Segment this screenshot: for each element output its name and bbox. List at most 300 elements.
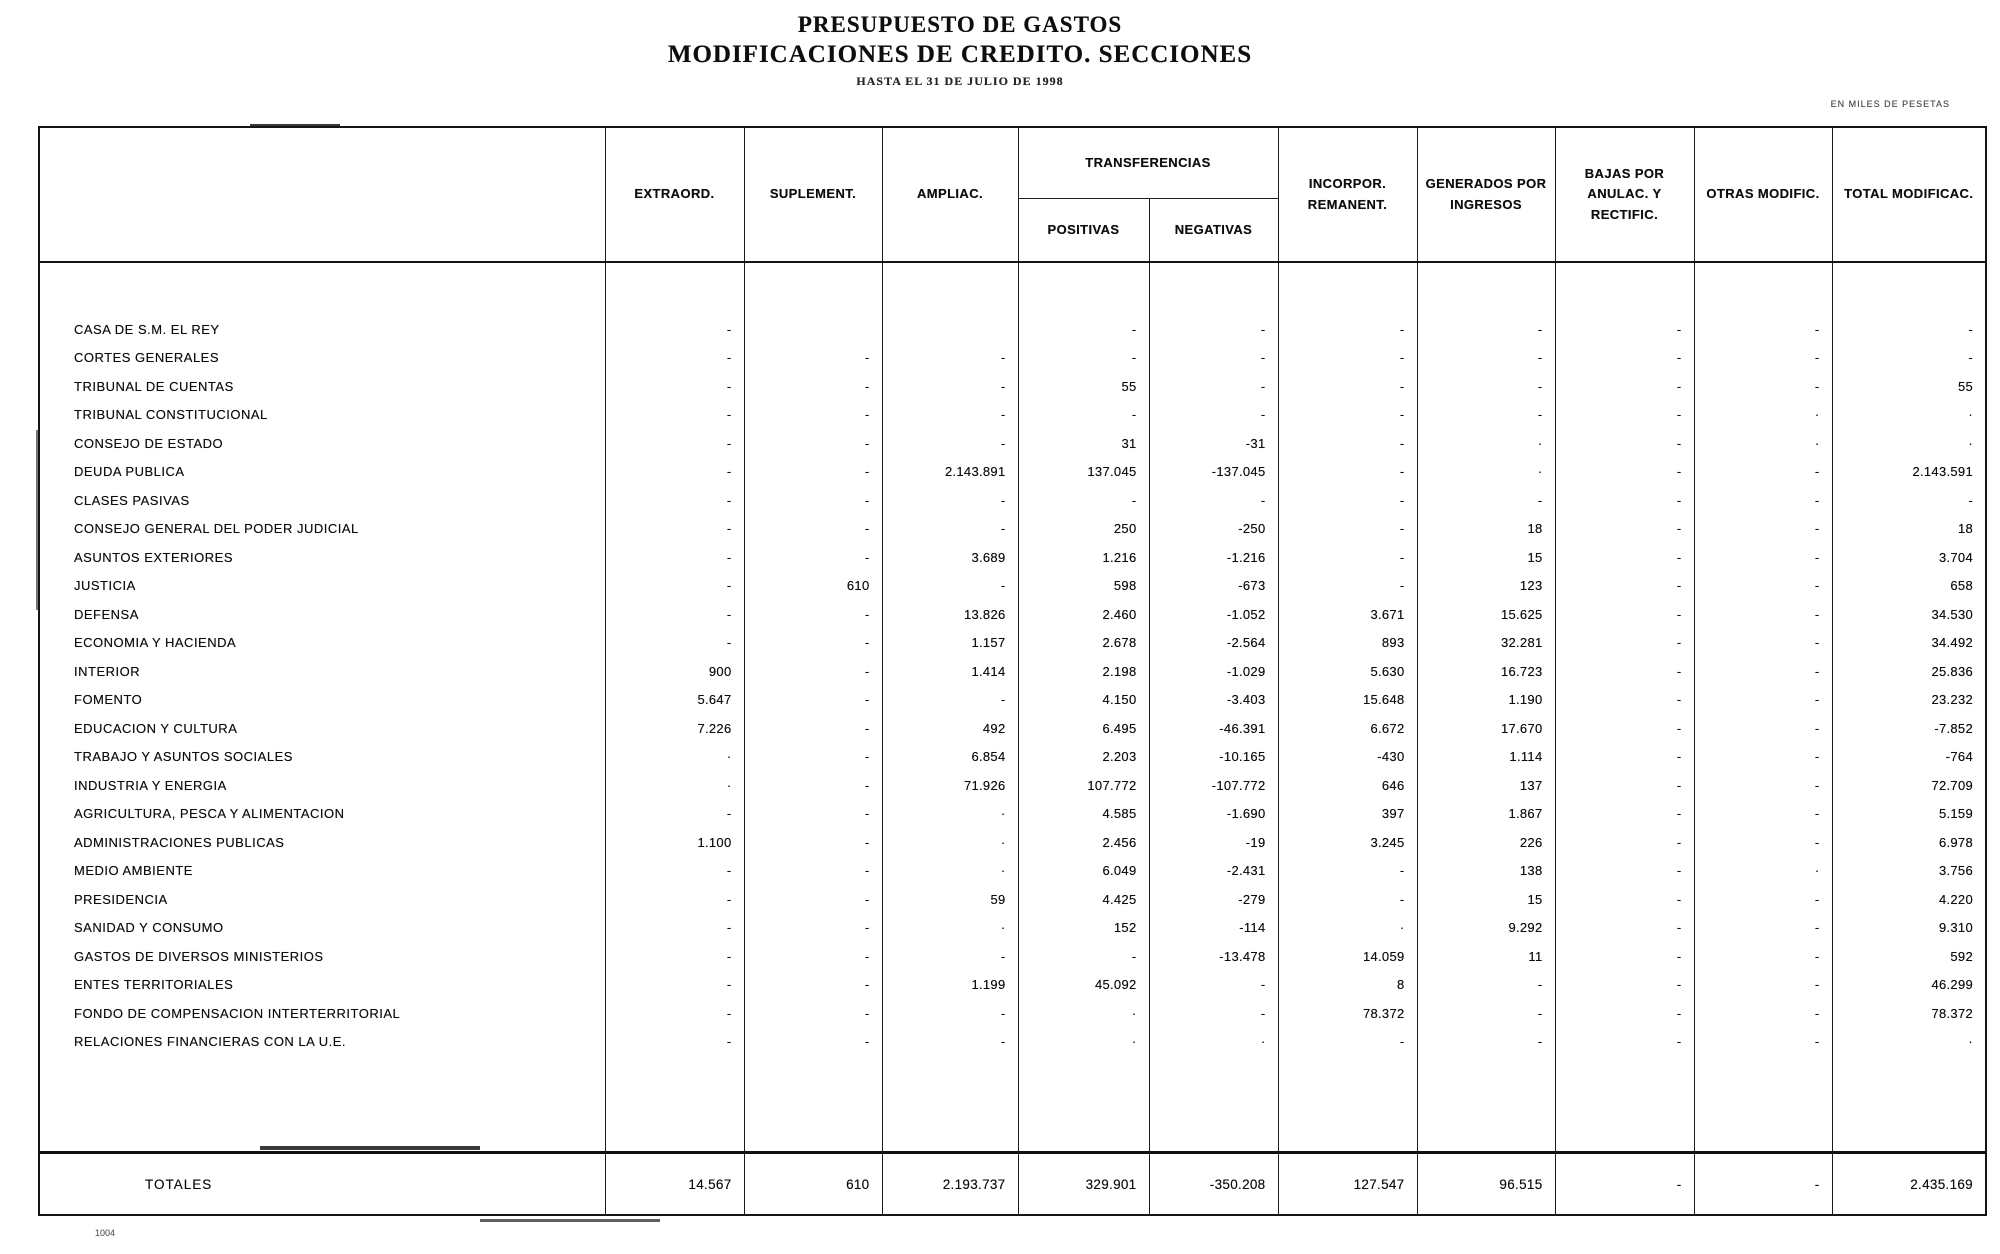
value-cell: 2.203 [1018, 743, 1149, 772]
header-incorpor: INCORPOR. REMANENT. [1278, 127, 1417, 262]
header-total: TOTAL MODIFICAC. [1844, 186, 1974, 202]
value-cell: - [1278, 515, 1417, 544]
table-row [39, 914, 1986, 943]
value-cell: - [1555, 885, 1694, 914]
value-cell: -673 [1149, 572, 1278, 601]
empty-cell [1694, 1056, 1832, 1153]
value-cell: - [1555, 971, 1694, 1000]
value-cell: -430 [1278, 743, 1417, 772]
table-row [39, 885, 1986, 914]
table-row [39, 600, 1986, 629]
value-cell: 123 [1417, 572, 1555, 601]
table-row [39, 828, 1986, 857]
table-body [39, 262, 1986, 1153]
value-cell: 1.100 [605, 828, 744, 857]
value-cell: - [1555, 743, 1694, 772]
table-row [39, 743, 1986, 772]
section-label: CASA DE S.M. EL REY [39, 315, 605, 344]
table-row [39, 515, 1986, 544]
value-cell: - [744, 486, 882, 515]
value-cell: - [1555, 914, 1694, 943]
section-label: INTERIOR [39, 657, 605, 686]
empty-cell [39, 262, 605, 315]
value-cell: 5.159 [1938, 806, 1973, 822]
value-cell: - [1417, 971, 1555, 1000]
value-cell: - [1018, 486, 1149, 515]
value-cell: 4.425 [1018, 885, 1149, 914]
value-cell: - [744, 429, 882, 458]
value-cell: · [605, 743, 744, 772]
section-label: SANIDAD Y CONSUMO [39, 914, 605, 943]
section-label: CORTES GENERALES [39, 344, 605, 373]
filler-row [39, 1056, 1986, 1153]
value-cell: 6.978 [1938, 834, 1973, 850]
section-label: JUSTICIA [39, 572, 605, 601]
value-cell: 1.190 [1417, 686, 1555, 715]
value-cell: 55 [1957, 378, 1973, 394]
value-cell: -137.045 [1149, 458, 1278, 487]
value-cell: 2.456 [1018, 828, 1149, 857]
value-cell: 6.854 [882, 743, 1018, 772]
value-cell: - [1694, 372, 1832, 401]
table-row [39, 486, 1986, 515]
table-row [39, 1028, 1986, 1057]
value-cell: - [744, 543, 882, 572]
totals-label: TOTALES [39, 1153, 605, 1216]
value-cell: - [605, 572, 744, 601]
value-cell: - [744, 971, 882, 1000]
value-cell: - [744, 1028, 882, 1057]
empty-cell [882, 1056, 1018, 1153]
value-cell: 2.143.891 [882, 458, 1018, 487]
value-cell: - [1149, 401, 1278, 430]
value-cell: 492 [882, 714, 1018, 743]
value-cell: - [744, 885, 882, 914]
value-cell: 4.150 [1018, 686, 1149, 715]
value-cell: - [882, 686, 1018, 715]
value-cell: · [1417, 429, 1555, 458]
title-block [0, 12, 1920, 89]
value-cell: - [1694, 572, 1832, 601]
value-cell: · [1417, 458, 1555, 487]
value-cell: - [882, 401, 1018, 430]
section-label: AGRICULTURA, PESCA Y ALIMENTACION [39, 800, 605, 829]
value-cell: - [1555, 800, 1694, 829]
value-cell: - [1555, 828, 1694, 857]
section-label: CONSEJO DE ESTADO [39, 429, 605, 458]
header-suplement: SUPLEMENT. [744, 127, 882, 262]
value-cell: - [1417, 401, 1555, 430]
value-cell: - [1417, 372, 1555, 401]
empty-cell [744, 262, 882, 315]
value-cell: 59 [882, 885, 1018, 914]
table-row [39, 429, 1986, 458]
value-cell: - [1694, 971, 1832, 1000]
value-cell: - [1555, 629, 1694, 658]
value-cell: · [882, 828, 1018, 857]
value-cell: - [605, 372, 744, 401]
totals-cell: 14.567 [605, 1153, 744, 1216]
value-cell: - [744, 857, 882, 886]
value-cell: 3.689 [882, 543, 1018, 572]
value-cell: - [1555, 344, 1694, 373]
value-cell: - [744, 743, 882, 772]
empty-cell [1018, 262, 1149, 315]
value-cell: - [744, 629, 882, 658]
value-cell: - [1694, 828, 1832, 857]
section-label: EDUCACION Y CULTURA [39, 714, 605, 743]
value-cell: - [1555, 686, 1694, 715]
value-cell: - [1555, 372, 1694, 401]
value-cell: · [1149, 1028, 1278, 1057]
value-cell: - [605, 914, 744, 943]
value-cell: - [1278, 401, 1417, 430]
value-cell: - [1278, 486, 1417, 515]
value-cell: - [744, 401, 882, 430]
table-footer [39, 1153, 1986, 1216]
value-cell: - [1555, 458, 1694, 487]
value-cell: - [744, 372, 882, 401]
value-cell: · [1968, 407, 1973, 423]
value-cell: -250 [1149, 515, 1278, 544]
header-positivas: POSITIVAS [1018, 199, 1149, 263]
totals-row [39, 1153, 1986, 1216]
table-row [39, 686, 1986, 715]
value-cell: -13.478 [1149, 942, 1278, 971]
table-row [39, 999, 1986, 1028]
value-cell: - [1555, 771, 1694, 800]
empty-cell [1149, 262, 1278, 315]
value-cell: 6.495 [1018, 714, 1149, 743]
value-cell: - [1278, 885, 1417, 914]
value-cell: - [1555, 600, 1694, 629]
table-row [39, 458, 1986, 487]
empty-cell [1278, 262, 1417, 315]
page-subtitle: MODIFICACIONES DE CREDITO. SECCIONES [667, 41, 1253, 68]
value-cell: - [1149, 315, 1278, 344]
value-cell: - [1694, 942, 1832, 971]
header-sections [39, 127, 605, 262]
table-row [39, 714, 1986, 743]
table-row [39, 543, 1986, 572]
value-cell: -31 [1149, 429, 1278, 458]
value-cell: - [1278, 572, 1417, 601]
empty-cell [605, 262, 744, 315]
value-cell: - [882, 1028, 1018, 1057]
value-cell: 11 [1417, 942, 1555, 971]
value-cell: 9.310 [1938, 920, 1973, 936]
value-cell: 592 [1950, 948, 1973, 964]
empty-cell [1018, 1056, 1149, 1153]
table-row [39, 857, 1986, 886]
value-cell: 1.114 [1417, 743, 1555, 772]
value-cell: · [1694, 429, 1832, 458]
value-cell: - [744, 800, 882, 829]
value-cell: 15 [1417, 543, 1555, 572]
section-label: TRIBUNAL DE CUENTAS [39, 372, 605, 401]
value-cell: - [744, 344, 882, 373]
value-cell: 78.372 [1931, 1005, 1973, 1021]
spacer-row [39, 262, 1986, 315]
value-cell: 6.049 [1018, 857, 1149, 886]
value-cell: 14.059 [1278, 942, 1417, 971]
value-cell: - [605, 885, 744, 914]
value-cell: - [605, 344, 744, 373]
scan-artifact [36, 430, 39, 610]
value-cell: 32.281 [1417, 629, 1555, 658]
header-bajas: BAJAS POR ANULAC. Y RECTIFIC. [1555, 127, 1694, 262]
totals-cell: 96.515 [1417, 1153, 1555, 1216]
section-label: CONSEJO GENERAL DEL PODER JUDICIAL [39, 515, 605, 544]
value-cell: - [1694, 885, 1832, 914]
totals-cell: 329.901 [1018, 1153, 1149, 1216]
value-cell: 610 [744, 572, 882, 601]
section-label: INDUSTRIA Y ENERGIA [39, 771, 605, 800]
value-cell: 137.045 [1018, 458, 1149, 487]
totals-cell: 610 [744, 1153, 882, 1216]
value-cell: - [1694, 629, 1832, 658]
value-cell: -7.852 [1934, 720, 1973, 736]
value-cell: 107.772 [1018, 771, 1149, 800]
section-label: ASUNTOS EXTERIORES [39, 543, 605, 572]
scan-artifact [250, 124, 340, 127]
value-cell: - [744, 515, 882, 544]
value-cell: - [1555, 429, 1694, 458]
value-cell: 137 [1417, 771, 1555, 800]
value-cell: - [1694, 771, 1832, 800]
value-cell: - [1694, 543, 1832, 572]
value-cell: - [1417, 344, 1555, 373]
value-cell: - [605, 942, 744, 971]
value-cell: 1.157 [882, 629, 1018, 658]
value-cell: - [882, 344, 1018, 373]
table-row [39, 971, 1986, 1000]
empty-cell [1417, 1056, 1555, 1153]
scan-artifact [260, 1146, 480, 1150]
value-cell: 55 [1018, 372, 1149, 401]
value-cell: - [1694, 999, 1832, 1028]
value-cell: 15.625 [1417, 600, 1555, 629]
value-cell: 17.670 [1417, 714, 1555, 743]
table-row [39, 657, 1986, 686]
value-cell: - [1018, 942, 1149, 971]
value-cell: - [1694, 315, 1832, 344]
section-label: PRESIDENCIA [39, 885, 605, 914]
value-cell: - [1149, 372, 1278, 401]
value-cell: 250 [1018, 515, 1149, 544]
value-cell: 13.826 [882, 600, 1018, 629]
value-cell: - [1694, 458, 1832, 487]
value-cell: - [605, 486, 744, 515]
section-label: FONDO DE COMPENSACION INTERTERRITORIAL [39, 999, 605, 1028]
value-cell: 34.492 [1931, 635, 1973, 651]
value-cell: 7.226 [605, 714, 744, 743]
value-cell: - [1694, 800, 1832, 829]
empty-cell [882, 262, 1018, 315]
table-row [39, 344, 1986, 373]
value-cell: - [1555, 543, 1694, 572]
value-cell: - [744, 458, 882, 487]
value-cell: - [1555, 857, 1694, 886]
value-cell: 900 [605, 657, 744, 686]
value-cell: · [1694, 401, 1832, 430]
units-note: EN MILES DE PESETAS [1830, 99, 1950, 109]
value-cell: · [882, 857, 1018, 886]
value-cell: · [1278, 914, 1417, 943]
value-cell: - [1555, 401, 1694, 430]
header-extraord: EXTRAORD. [605, 127, 744, 262]
value-cell: 15 [1417, 885, 1555, 914]
value-cell: - [605, 315, 744, 344]
header-transferencias: TRANSFERENCIAS [1018, 127, 1278, 199]
totals-cell: 2.435.169 [1910, 1176, 1973, 1192]
value-cell: · [1968, 435, 1973, 451]
value-cell: - [605, 543, 744, 572]
value-cell [744, 315, 882, 344]
header-ampliac: AMPLIAC. [882, 127, 1018, 262]
value-cell: 138 [1417, 857, 1555, 886]
section-label: RELACIONES FINANCIERAS CON LA U.E. [39, 1028, 605, 1057]
value-cell: - [882, 486, 1018, 515]
value-cell: 16.723 [1417, 657, 1555, 686]
value-cell: 9.292 [1417, 914, 1555, 943]
value-cell: · [1968, 1034, 1973, 1050]
value-cell: 72.709 [1931, 777, 1973, 793]
value-cell: - [1278, 344, 1417, 373]
section-label: ECONOMIA Y HACIENDA [39, 629, 605, 658]
budget-table [38, 126, 1987, 1216]
value-cell: 25.836 [1931, 663, 1973, 679]
value-cell: - [744, 999, 882, 1028]
value-cell: 3.671 [1278, 600, 1417, 629]
value-cell: 15.648 [1278, 686, 1417, 715]
value-cell: 34.530 [1931, 606, 1973, 622]
value-cell: - [605, 971, 744, 1000]
value-cell: 646 [1278, 771, 1417, 800]
value-cell: 6.672 [1278, 714, 1417, 743]
value-cell: 5.630 [1278, 657, 1417, 686]
value-cell: - [605, 857, 744, 886]
value-cell: - [1018, 401, 1149, 430]
value-cell: - [882, 429, 1018, 458]
section-label: DEFENSA [39, 600, 605, 629]
value-cell: 31 [1018, 429, 1149, 458]
value-cell: - [744, 714, 882, 743]
value-cell: - [1417, 486, 1555, 515]
table-row [39, 572, 1986, 601]
header-negativas: NEGATIVAS [1174, 221, 1253, 237]
value-cell: 78.372 [1278, 999, 1417, 1028]
totals-cell: - [1694, 1153, 1832, 1216]
value-cell: - [1694, 515, 1832, 544]
value-cell: - [1968, 321, 1973, 337]
table-row [39, 771, 1986, 800]
table-row [39, 315, 1986, 344]
value-cell: -2.431 [1149, 857, 1278, 886]
value-cell: - [1149, 971, 1278, 1000]
value-cell: - [744, 771, 882, 800]
value-cell: 3.704 [1938, 549, 1973, 565]
value-cell: - [1278, 857, 1417, 886]
value-cell: - [1278, 458, 1417, 487]
empty-cell [1832, 262, 1986, 315]
value-cell: 1.867 [1417, 800, 1555, 829]
empty-cell [1832, 1056, 1986, 1153]
value-cell: - [1694, 714, 1832, 743]
value-cell: - [1149, 344, 1278, 373]
value-cell: 8 [1278, 971, 1417, 1000]
value-cell: - [1555, 657, 1694, 686]
value-cell: - [882, 515, 1018, 544]
table-row [39, 800, 1986, 829]
empty-cell [744, 1056, 882, 1153]
value-cell: -1.690 [1149, 800, 1278, 829]
value-cell: 3.756 [1938, 863, 1973, 879]
header-generados: GENERADOS POR INGRESOS [1417, 127, 1555, 262]
page-date-line: HASTA EL 31 DE JULIO DE 1998 [856, 74, 1064, 88]
value-cell: - [744, 600, 882, 629]
value-cell: - [1278, 543, 1417, 572]
value-cell: -279 [1149, 885, 1278, 914]
scan-artifact [480, 1219, 660, 1222]
value-cell: -114 [1149, 914, 1278, 943]
value-cell: 598 [1018, 572, 1149, 601]
section-label: TRABAJO Y ASUNTOS SOCIALES [39, 743, 605, 772]
value-cell: - [1278, 315, 1417, 344]
value-cell: - [605, 429, 744, 458]
value-cell: - [1417, 315, 1555, 344]
section-label: TRIBUNAL CONSTITUCIONAL [39, 401, 605, 430]
value-cell: - [744, 657, 882, 686]
table-header [39, 127, 1986, 262]
value-cell: · [882, 914, 1018, 943]
value-cell: 658 [1950, 578, 1973, 594]
value-cell: - [605, 458, 744, 487]
page-title: PRESUPUESTO DE GASTOS [797, 12, 1123, 37]
value-cell: 46.299 [1931, 977, 1973, 993]
table-row [39, 942, 1986, 971]
value-cell: - [605, 1028, 744, 1057]
section-label: FOMENTO [39, 686, 605, 715]
value-cell: - [1694, 914, 1832, 943]
value-cell: 23.232 [1931, 692, 1973, 708]
value-cell: - [882, 572, 1018, 601]
empty-cell [1555, 262, 1694, 315]
value-cell: - [1555, 572, 1694, 601]
value-cell: - [1018, 344, 1149, 373]
totals-cell: 127.547 [1278, 1153, 1417, 1216]
value-cell: -1.052 [1149, 600, 1278, 629]
value-cell: - [1555, 515, 1694, 544]
value-cell: - [1278, 1028, 1417, 1057]
value-cell: 2.460 [1018, 600, 1149, 629]
value-cell: - [1694, 600, 1832, 629]
value-cell: - [605, 999, 744, 1028]
value-cell: - [1417, 1028, 1555, 1057]
totals-cell: 2.193.737 [882, 1153, 1018, 1216]
value-cell: - [1694, 657, 1832, 686]
value-cell: 152 [1018, 914, 1149, 943]
value-cell: -2.564 [1149, 629, 1278, 658]
value-cell: - [1694, 486, 1832, 515]
empty-cell [39, 1056, 605, 1153]
value-cell: - [605, 401, 744, 430]
value-cell: 1.199 [882, 971, 1018, 1000]
totals-cell: - [1555, 1153, 1694, 1216]
section-label: MEDIO AMBIENTE [39, 857, 605, 886]
value-cell: 893 [1278, 629, 1417, 658]
value-cell: 71.926 [882, 771, 1018, 800]
